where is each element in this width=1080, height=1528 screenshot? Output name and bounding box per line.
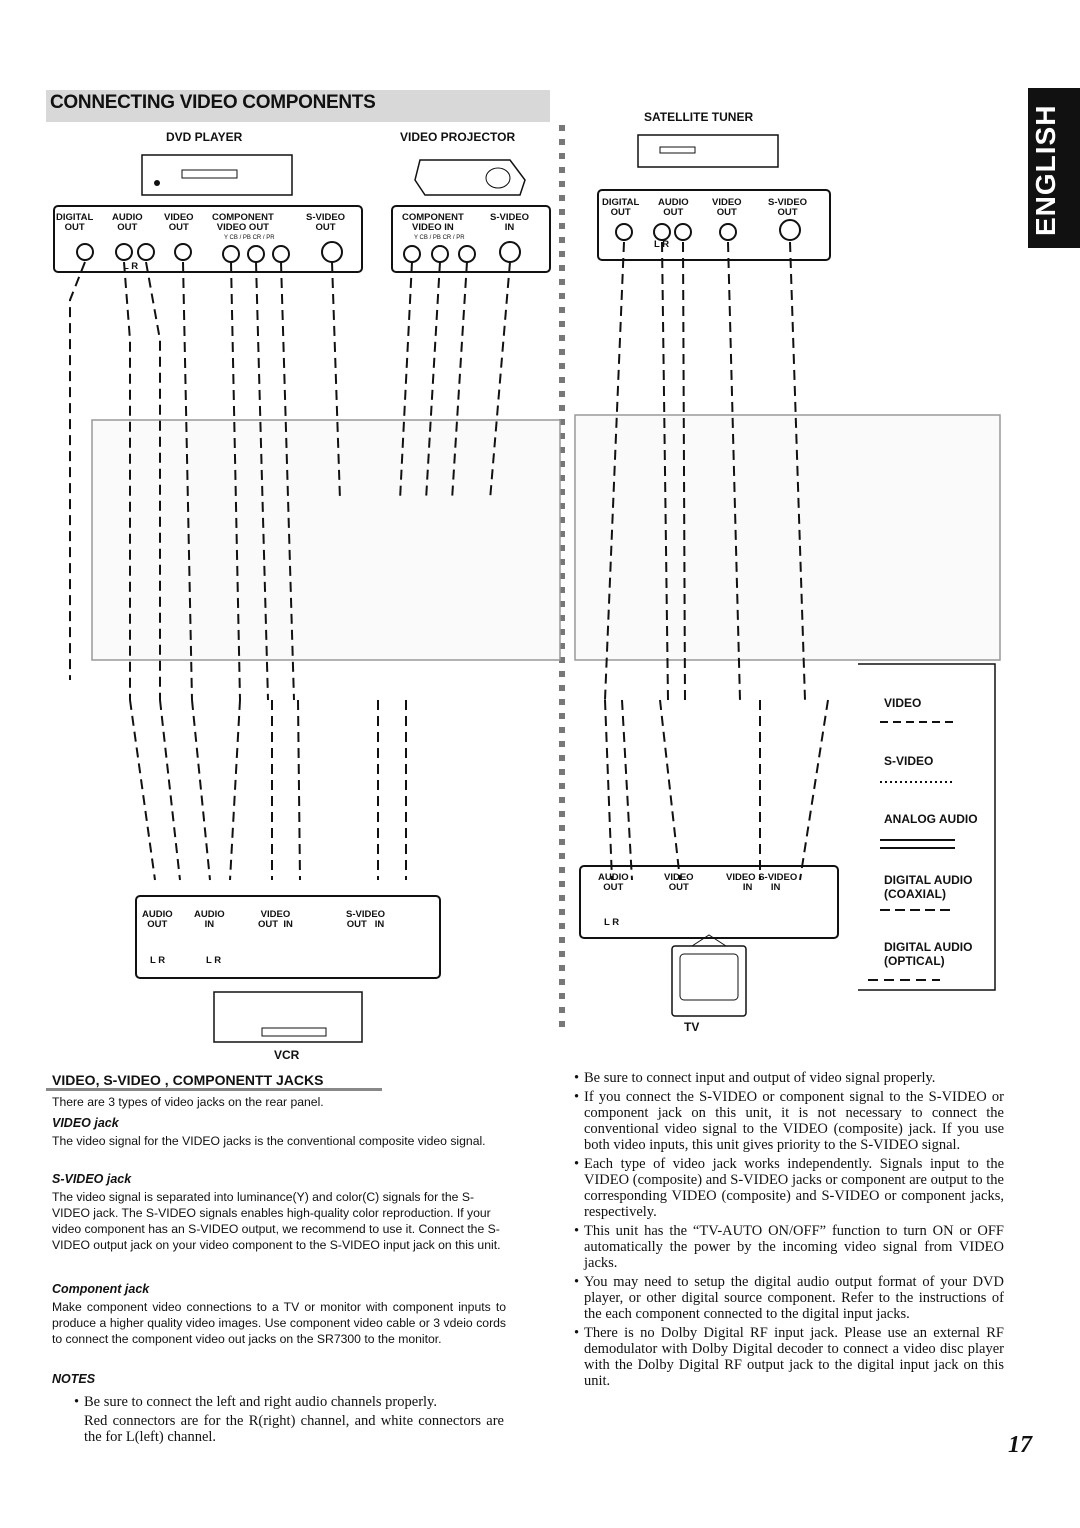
dvd-component-sublabel: Y CB / PB CR / PR xyxy=(224,235,275,241)
language-tab-label: ENGLISH xyxy=(1030,104,1061,236)
projector-jack-label: COMPONENT VIDEO IN xyxy=(402,212,464,233)
video-jack-text: The video signal for the VIDEO jacks is the conventional composite video signal. xyxy=(52,1134,486,1148)
note-item: • If you connect the S-VIDEO or component signal to the S-VIDEO or component jack on this unit, it is not necessary to connect the conventional video signal to the VIDEO (composite) jack. If you use both video inputs, this unit gives priority to the S-VIDEO signal. xyxy=(574,1089,1004,1153)
vcr-lr-label: L R xyxy=(150,955,166,966)
component-jack-title: Component jack xyxy=(52,1282,150,1296)
video-jack-title: VIDEO jack xyxy=(52,1116,119,1130)
legend-digital-coaxial: DIGITAL AUDIO (COAXIAL) xyxy=(884,873,973,901)
dvd-jack-label: S-VIDEO OUT xyxy=(306,212,346,233)
svideo-jack-title: S-VIDEO jack xyxy=(52,1172,132,1186)
receiver-rear-panel-right xyxy=(575,415,1000,660)
dvd-jack-label: DIGITAL OUT xyxy=(56,212,94,233)
dvd-jack-label: AUDIO OUT xyxy=(112,212,143,233)
vcr-device xyxy=(214,992,362,1042)
vcr-lr-label: L R xyxy=(206,955,222,966)
legend-svideo: S-VIDEO xyxy=(884,754,934,768)
vcr-jack-label: AUDIO OUT xyxy=(142,909,173,930)
page-title: CONNECTING VIDEO COMPONENTS xyxy=(50,92,376,113)
tv-jack-label: VIDEO S-VIDEO IN IN xyxy=(726,872,798,893)
note-text: There is no Dolby Digital RF input jack. Please use an external RF demodulator with Dolby Digital decoder to connect a video disc player with the Dolby Digital RF output jack to the digital input jack on this unit. xyxy=(584,1325,1004,1389)
note-left-text: Be sure to connect the left and right audio channels properly. xyxy=(84,1394,437,1410)
vcr-jack-label: VIDEO OUT IN xyxy=(258,909,293,930)
legend-digital-optical: DIGITAL AUDIO (OPTICAL) xyxy=(884,940,973,968)
tv-lr-label: L R xyxy=(604,917,620,928)
tv-jack-label: VIDEO OUT xyxy=(664,872,694,893)
video-projector-title: VIDEO PROJECTOR xyxy=(400,130,516,144)
notes-title: NOTES xyxy=(52,1372,96,1386)
projector-jack-label: S-VIDEO IN xyxy=(490,212,530,233)
legend-video: VIDEO xyxy=(884,696,922,710)
satellite-tuner-device xyxy=(638,135,778,167)
dvd-jack-label: COMPONENT VIDEO OUT xyxy=(212,212,274,233)
tuner-jack-label: DIGITAL OUT xyxy=(602,197,640,218)
tuner-jack-label: VIDEO OUT xyxy=(712,197,742,218)
video-projector-device xyxy=(415,160,525,195)
legend-analog-audio: ANALOG AUDIO xyxy=(884,812,978,826)
satellite-tuner-title: SATELLITE TUNER xyxy=(644,110,754,124)
tv-title: TV xyxy=(684,1020,700,1034)
vcr-title: VCR xyxy=(274,1048,300,1062)
note-text: This unit has the “TV-AUTO ON/OFF” function to turn ON or OFF automatically the power by the incoming video signal from VIDEO jacks. xyxy=(584,1223,1004,1271)
note-left-continued: Red connectors are for the R(right) channel, and white connectors are the for L(left) channel. xyxy=(84,1413,504,1445)
note-text: Be sure to connect input and output of video signal properly. xyxy=(584,1070,936,1086)
vcr-jack-label: S-VIDEO OUT IN xyxy=(346,909,386,930)
dvd-lr-label: L R xyxy=(123,261,139,272)
note-item: • Be sure to connect input and output of video signal properly. xyxy=(574,1070,936,1086)
vcr-jack-label: AUDIO IN xyxy=(194,909,225,930)
projector-component-sublabel: Y CB / PB CR / PR xyxy=(414,235,465,241)
dvd-player-title: DVD PLAYER xyxy=(166,130,243,144)
tv-device xyxy=(672,935,746,1016)
tv-jack-label: AUDIO OUT xyxy=(598,872,629,893)
section-underline xyxy=(46,1088,382,1091)
note-left: • Be sure to connect the left and right audio channels properly. xyxy=(74,1394,437,1410)
note-item: • Each type of video jack works independently. Signals input to the VIDEO (composite) and S-VIDEO jacks or component are output to the corresponding VIDEO (composite) and S-VIDEO or component jacks, respectively. xyxy=(574,1156,1004,1220)
tuner-jack-label: AUDIO OUT xyxy=(658,197,689,218)
tuner-lr-label: L R xyxy=(654,239,670,250)
note-text: If you connect the S-VIDEO or component signal to the S-VIDEO or component jack on this unit, it is not necessary to connect the conventional video signal to the VIDEO (composite) jack. If you use both video inputs, this unit gives priority to the S-VIDEO signal. xyxy=(584,1089,1004,1153)
svideo-jack-text: The video signal is separated into luminance(Y) and color(C) signals for the S-VIDEO jack. The S-VIDEO signals enables high-quality color reproduction. If your video component has an S-VIDEO output, we recommend to use it. Connect the S-VIDEO output jack on your video component to the S-VIDEO input jack on this unit. xyxy=(52,1190,501,1252)
receiver-rear-panel-left xyxy=(92,420,560,660)
section-title: VIDEO, S-VIDEO , COMPONENTT JACKS xyxy=(52,1072,324,1088)
note-item: • This unit has the “TV-AUTO ON/OFF” function to turn ON or OFF automatically the power by the incoming video signal from VIDEO jacks. xyxy=(574,1223,1004,1271)
note-item: • You may need to setup the digital audio output format of your DVD player, or other digital source component. Refer to the instructions of the each component connected to the digital input jacks. xyxy=(574,1274,1004,1322)
page-number: 17 xyxy=(1008,1432,1032,1458)
dvd-player-device xyxy=(142,155,292,195)
note-item: • There is no Dolby Digital RF input jack. Please use an external RF demodulator with Dolby Digital decoder to connect a video disc player with the Dolby Digital RF output jack to the digital input jack on this unit. xyxy=(574,1325,1004,1389)
component-jack-text: Make component video connections to a TV or monitor with component inputs to produce a higher quality video images. Use component video cable or 3 vdeio cords to connect the component video out jacks on the SR7300 to the monitor. xyxy=(52,1300,506,1346)
notes-right-list xyxy=(574,1070,1004,1392)
section-intro: There are 3 types of video jacks on the rear panel. xyxy=(52,1095,324,1109)
tuner-jack-label: S-VIDEO OUT xyxy=(768,197,808,218)
dvd-jack-label: VIDEO OUT xyxy=(164,212,194,233)
note-text: Each type of video jack works independently. Signals input to the VIDEO (composite) and S-VIDEO jacks or component are output to the corresponding VIDEO (composite) and S-VIDEO or component jacks, respectively. xyxy=(584,1156,1004,1220)
note-text: You may need to setup the digital audio output format of your DVD player, or other digital source component. Refer to the instructions of the each component connected to the digital input jacks. xyxy=(584,1274,1004,1322)
